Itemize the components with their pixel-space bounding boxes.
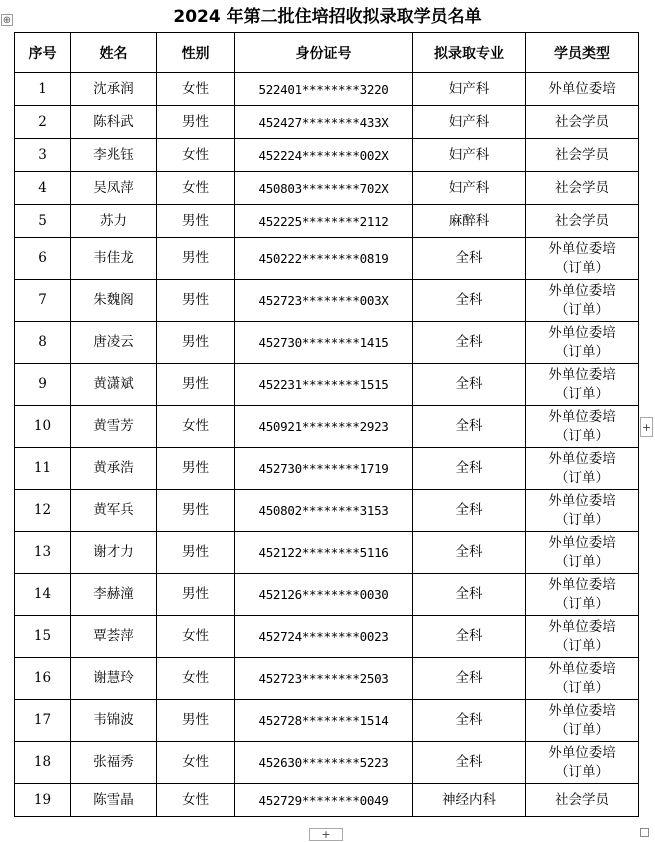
cell-major: 全科 [413, 490, 526, 532]
table-row [15, 238, 639, 280]
table-row [15, 448, 639, 490]
trainee-type-label: 外单位委培 [548, 618, 616, 635]
cell-id-number: 450921********2923 [235, 406, 413, 448]
header-trainee-type: 学员类型 [526, 33, 639, 73]
cell-serial: 6 [15, 238, 71, 280]
header-name: 姓名 [71, 33, 157, 73]
cell-trainee-type [526, 172, 639, 205]
table-row [15, 406, 639, 448]
cell-name: 黄军兵 [71, 490, 157, 532]
trainee-type-note: （订单） [555, 553, 609, 570]
cell-gender: 男性 [157, 205, 235, 238]
trainee-type-note: （订单） [555, 343, 609, 360]
cell-id-number: 450222********0819 [235, 238, 413, 280]
table-row [15, 364, 639, 406]
cell-trainee-type [526, 238, 639, 280]
cell-name: 黄承浩 [71, 448, 157, 490]
cell-serial: 19 [15, 784, 71, 817]
trainee-type-label: 外单位委培 [548, 240, 616, 257]
cell-major: 妇产科 [413, 139, 526, 172]
cell-trainee-type [526, 700, 639, 742]
cell-trainee-type [526, 784, 639, 817]
cell-gender: 男性 [157, 532, 235, 574]
trainee-type-label: 社会学员 [555, 212, 609, 229]
trainee-type-label: 外单位委培 [548, 80, 616, 97]
cell-trainee-type [526, 106, 639, 139]
cell-serial: 8 [15, 322, 71, 364]
table-row [15, 616, 639, 658]
trainee-type-label: 外单位委培 [548, 282, 616, 299]
cell-major: 全科 [413, 238, 526, 280]
add-column-plus-icon[interactable]: + [640, 417, 653, 437]
cell-gender: 男性 [157, 364, 235, 406]
cell-trainee-type [526, 406, 639, 448]
cell-name: 沈承润 [71, 73, 157, 106]
cell-id-number: 452730********1415 [235, 322, 413, 364]
trainee-type-note: （订单） [555, 469, 609, 486]
trainee-type-label: 外单位委培 [548, 744, 616, 761]
cell-name: 韦锦波 [71, 700, 157, 742]
trainee-type-note: （订单） [555, 427, 609, 444]
cell-serial: 2 [15, 106, 71, 139]
admission-roster-table [14, 32, 639, 817]
cell-serial: 16 [15, 658, 71, 700]
cell-name: 苏力 [71, 205, 157, 238]
trainee-type-label: 外单位委培 [548, 408, 616, 425]
table-row [15, 172, 639, 205]
cell-trainee-type [526, 280, 639, 322]
trainee-type-note: （订单） [555, 679, 609, 696]
table-row [15, 490, 639, 532]
cell-id-number: 452630********5223 [235, 742, 413, 784]
cell-trainee-type [526, 139, 639, 172]
table-body [15, 73, 639, 817]
table-row [15, 280, 639, 322]
cell-id-number: 522401********3220 [235, 73, 413, 106]
cell-name: 谢慧玲 [71, 658, 157, 700]
cell-name: 谢才力 [71, 532, 157, 574]
table-row [15, 322, 639, 364]
trainee-type-note: （订单） [555, 301, 609, 318]
cell-major: 全科 [413, 322, 526, 364]
cell-serial: 17 [15, 700, 71, 742]
cell-gender: 男性 [157, 280, 235, 322]
trainee-type-label: 外单位委培 [548, 534, 616, 551]
cell-serial: 18 [15, 742, 71, 784]
table-header-row [15, 33, 639, 73]
cell-major: 全科 [413, 406, 526, 448]
table-row [15, 139, 639, 172]
table-move-handle-icon[interactable]: ⊕ [2, 15, 12, 26]
cell-gender: 男性 [157, 574, 235, 616]
table-row [15, 532, 639, 574]
cell-trainee-type [526, 658, 639, 700]
header-major: 拟录取专业 [413, 33, 526, 73]
cell-trainee-type [526, 532, 639, 574]
cell-major: 全科 [413, 574, 526, 616]
cell-major: 全科 [413, 448, 526, 490]
cell-name: 朱魏阁 [71, 280, 157, 322]
cell-name: 黄潇斌 [71, 364, 157, 406]
cell-major: 妇产科 [413, 106, 526, 139]
cell-serial: 14 [15, 574, 71, 616]
cell-trainee-type [526, 73, 639, 106]
cell-gender: 男性 [157, 490, 235, 532]
cell-name: 覃荟萍 [71, 616, 157, 658]
cell-trainee-type [526, 616, 639, 658]
cell-gender: 男性 [157, 448, 235, 490]
cell-major: 全科 [413, 616, 526, 658]
trainee-type-note: （订单） [555, 763, 609, 780]
trainee-type-note: （订单） [555, 259, 609, 276]
table-resize-icon[interactable] [640, 828, 649, 837]
cell-trainee-type [526, 448, 639, 490]
table-row [15, 205, 639, 238]
cell-trainee-type [526, 322, 639, 364]
cell-id-number: 452427********433X [235, 106, 413, 139]
header-serial: 序号 [15, 33, 71, 73]
trainee-type-label: 社会学员 [555, 146, 609, 163]
cell-name: 陈雪晶 [71, 784, 157, 817]
trainee-type-label: 社会学员 [555, 791, 609, 808]
cell-serial: 1 [15, 73, 71, 106]
cell-major: 全科 [413, 700, 526, 742]
table-row [15, 658, 639, 700]
cell-serial: 12 [15, 490, 71, 532]
cell-gender: 女性 [157, 742, 235, 784]
cell-id-number: 452224********002X [235, 139, 413, 172]
cell-major: 妇产科 [413, 73, 526, 106]
trainee-type-note: （订单） [555, 595, 609, 612]
header-id-number: 身份证号 [235, 33, 413, 73]
cell-gender: 男性 [157, 106, 235, 139]
cell-gender: 女性 [157, 406, 235, 448]
cell-major: 神经内科 [413, 784, 526, 817]
cell-id-number: 452723********2503 [235, 658, 413, 700]
cell-name: 吴凤萍 [71, 172, 157, 205]
trainee-type-label: 外单位委培 [548, 492, 616, 509]
cell-major: 妇产科 [413, 172, 526, 205]
cell-name: 韦佳龙 [71, 238, 157, 280]
cell-major: 全科 [413, 364, 526, 406]
cell-serial: 7 [15, 280, 71, 322]
cell-id-number: 452723********003X [235, 280, 413, 322]
cell-gender: 女性 [157, 658, 235, 700]
cell-serial: 5 [15, 205, 71, 238]
table-row [15, 574, 639, 616]
cell-major: 麻醉科 [413, 205, 526, 238]
cell-gender: 女性 [157, 139, 235, 172]
cell-id-number: 452724********0023 [235, 616, 413, 658]
cell-name: 李赫潼 [71, 574, 157, 616]
cell-serial: 10 [15, 406, 71, 448]
cell-serial: 11 [15, 448, 71, 490]
table-row [15, 700, 639, 742]
cell-trainee-type [526, 742, 639, 784]
trainee-type-note: （订单） [555, 385, 609, 402]
cell-trainee-type [526, 490, 639, 532]
trainee-type-note: （订单） [555, 511, 609, 528]
cell-gender: 女性 [157, 616, 235, 658]
cell-id-number: 452126********0030 [235, 574, 413, 616]
cell-serial: 13 [15, 532, 71, 574]
cell-gender: 女性 [157, 172, 235, 205]
cell-id-number: 452729********0049 [235, 784, 413, 817]
header-gender: 性别 [157, 33, 235, 73]
cell-major: 全科 [413, 280, 526, 322]
cell-serial: 3 [15, 139, 71, 172]
cell-trainee-type [526, 205, 639, 238]
cell-id-number: 452728********1514 [235, 700, 413, 742]
trainee-type-label: 社会学员 [555, 179, 609, 196]
cell-trainee-type [526, 364, 639, 406]
cell-id-number: 450802********3153 [235, 490, 413, 532]
trainee-type-label: 外单位委培 [548, 366, 616, 383]
cell-major: 全科 [413, 742, 526, 784]
cell-name: 李兆钰 [71, 139, 157, 172]
cell-gender: 女性 [157, 784, 235, 817]
document-title: 2024 年第二批住培招收拟录取学员名单 [173, 7, 482, 27]
cell-id-number: 452730********1719 [235, 448, 413, 490]
trainee-type-label: 外单位委培 [548, 660, 616, 677]
trainee-type-label: 社会学员 [555, 113, 609, 130]
cell-gender: 男性 [157, 322, 235, 364]
cell-id-number: 452122********5116 [235, 532, 413, 574]
trainee-type-label: 外单位委培 [548, 324, 616, 341]
cell-trainee-type [526, 574, 639, 616]
trainee-type-note: （订单） [555, 721, 609, 738]
cell-name: 黄雪芳 [71, 406, 157, 448]
trainee-type-label: 外单位委培 [548, 702, 616, 719]
cell-serial: 4 [15, 172, 71, 205]
table-row [15, 73, 639, 106]
table-row [15, 742, 639, 784]
cell-serial: 15 [15, 616, 71, 658]
cell-major: 全科 [413, 658, 526, 700]
cell-major: 全科 [413, 532, 526, 574]
cell-name: 唐凌云 [71, 322, 157, 364]
cell-id-number: 452225********2112 [235, 205, 413, 238]
cell-name: 陈科武 [71, 106, 157, 139]
table-row [15, 784, 639, 817]
cell-id-number: 450803********702X [235, 172, 413, 205]
table-row [15, 106, 639, 139]
cell-gender: 男性 [157, 238, 235, 280]
cell-gender: 男性 [157, 700, 235, 742]
trainee-type-label: 外单位委培 [548, 576, 616, 593]
add-row-plus-icon[interactable]: + [309, 828, 343, 841]
trainee-type-note: （订单） [555, 637, 609, 654]
cell-gender: 女性 [157, 73, 235, 106]
trainee-type-label: 外单位委培 [548, 450, 616, 467]
cell-serial: 9 [15, 364, 71, 406]
cell-id-number: 452231********1515 [235, 364, 413, 406]
cell-name: 张福秀 [71, 742, 157, 784]
